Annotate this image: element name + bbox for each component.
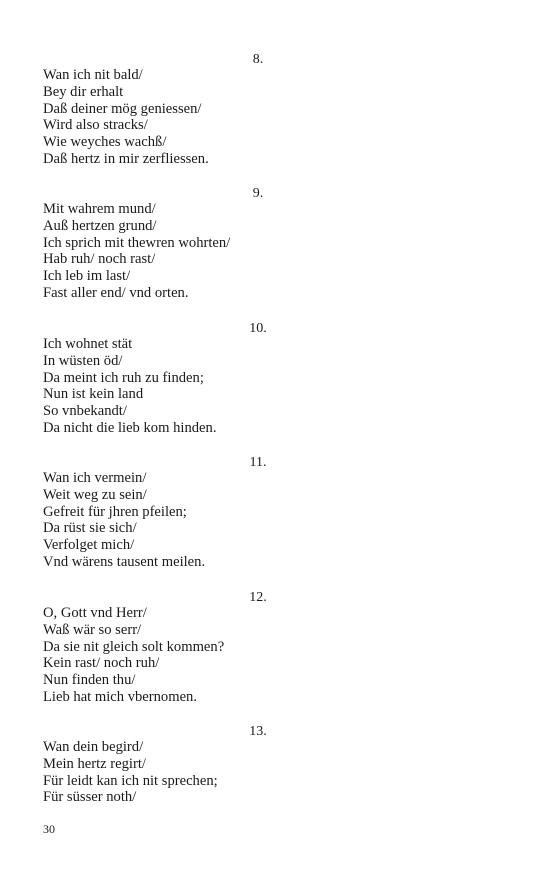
- stanza-number: 8.: [252, 52, 264, 67]
- verse-line: In wüsten öd/: [43, 352, 123, 369]
- verse-line: Mein hertz regirt/: [43, 755, 146, 772]
- verse-line: Kein rast/ noch ruh/: [43, 655, 160, 672]
- verse-line: O, Gott vnd Herr/: [43, 605, 147, 621]
- page-number: 30: [43, 822, 55, 836]
- verse-line: Gefreit für jhren pfeilen;: [43, 503, 187, 520]
- stanza-lines: [43, 201, 230, 302]
- verse-line: Mit wahrem mund/: [43, 201, 156, 217]
- verse-line: Nun ist kein land: [43, 386, 144, 403]
- verse-line: Da rüst sie sich/: [43, 520, 137, 537]
- verse-line: Bey dir erhalt: [43, 83, 124, 100]
- verse-line: Waß wär so serr/: [43, 621, 142, 638]
- stanza-lines: [43, 605, 224, 706]
- verse-line: Da nicht die lieb kom hinden.: [43, 419, 217, 436]
- verse-line: Nun finden thu/: [43, 672, 136, 689]
- verse-line: Lieb hat mich vbernomen.: [43, 688, 197, 705]
- verse-line: Da sie nit gleich solt kommen?: [43, 638, 225, 655]
- stanza-lines: [43, 470, 205, 571]
- verse-line: Ich wohnet stät: [43, 336, 133, 352]
- verse-line: Wan ich vermein/: [43, 470, 147, 486]
- verse-line: Wird also stracks/: [43, 117, 148, 134]
- stanza-number: 9.: [252, 186, 264, 201]
- stanza-lines: [43, 739, 218, 806]
- stanza-lines: [43, 67, 209, 168]
- verse-line: Auß hertzen grund/: [43, 217, 157, 234]
- verse-line: Weit weg zu sein/: [43, 486, 147, 503]
- verse-line: Hab ruh/ noch rast/: [43, 251, 156, 268]
- verse-line: Für süsser noth/: [43, 789, 137, 806]
- verse-line: Fast aller end/ vnd orten.: [43, 284, 189, 301]
- stanza-number: 12.: [249, 590, 267, 605]
- verse-line: Wan dein begird/: [43, 739, 144, 755]
- verse-line: Wie weyches wachß/: [43, 134, 167, 151]
- verse-line: Da meint ich ruh zu finden;: [43, 369, 204, 386]
- verse-line: Wan ich nit bald/: [43, 67, 143, 83]
- verse-line: Für leidt kan ich nit sprechen;: [43, 772, 218, 789]
- verse-line: Verfolget mich/: [43, 537, 135, 554]
- stanza-lines: [43, 336, 216, 437]
- stanza-number: 13.: [249, 724, 267, 739]
- stanza-number: 10.: [249, 321, 267, 336]
- stanza-number: 11.: [249, 455, 267, 470]
- verse-line: Daß deiner mög geniessen/: [43, 100, 202, 117]
- verse-line: Daß hertz in mir zerfliessen.: [43, 150, 209, 167]
- verse-line: Vnd wärens tausent meilen.: [43, 553, 206, 570]
- verse-line: So vnbekandt/: [43, 403, 127, 420]
- verse-line: Ich sprich mit thewren wohrten/: [43, 234, 231, 251]
- verse-line: Ich leb im last/: [43, 268, 131, 285]
